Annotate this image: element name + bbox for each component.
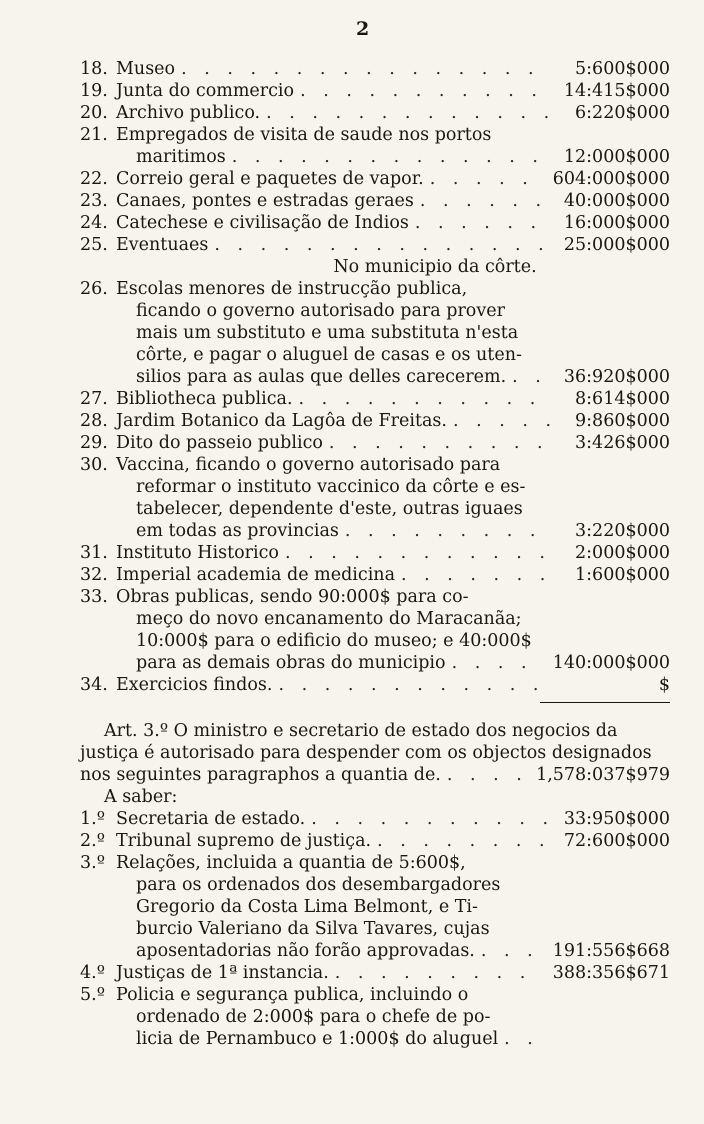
list-item <box>80 278 670 388</box>
item-amount: $ <box>658 675 670 695</box>
item-number: 28. <box>80 411 108 431</box>
item-text: côrte, e pagar o aluguel de casas e os uten- <box>136 345 522 365</box>
item-amount: 191:556$668 <box>552 941 670 961</box>
dot-leader <box>329 962 543 984</box>
list-item <box>80 674 670 696</box>
list-item <box>80 432 670 454</box>
item-number: 3.º <box>80 853 105 873</box>
item-line <box>80 852 670 874</box>
item-line <box>80 498 670 520</box>
item-number: 24. <box>80 213 108 233</box>
dot-leader <box>339 520 550 542</box>
item-number: 1.º <box>80 809 105 829</box>
item-amount: 16:000$000 <box>563 213 670 233</box>
list-item <box>80 168 670 190</box>
dot-leader <box>293 388 550 410</box>
total-rule <box>80 696 670 710</box>
list-item <box>80 454 670 542</box>
dot-leader <box>441 764 526 786</box>
item-text: Imperial academia de medicina <box>116 565 396 585</box>
dot-leader <box>208 234 550 256</box>
article-text: Art. 3.º O ministro e secretario de estado dos negocios da <box>104 721 618 741</box>
item-line <box>80 586 670 608</box>
dot-leader <box>475 940 543 962</box>
list-item <box>80 124 670 168</box>
item-text: Jardim Botanico da Lagôa de Freitas. <box>116 411 447 431</box>
article-text: justiça é autorisado para despender com os objectos designados <box>80 743 652 763</box>
item-line <box>80 984 670 1006</box>
item-amount: 3:220$000 <box>575 521 670 541</box>
item-line <box>80 102 670 124</box>
dot-leader <box>279 542 550 564</box>
dot-leader <box>447 410 550 432</box>
item-number: 4.º <box>80 963 105 983</box>
item-number: 2.º <box>80 831 105 851</box>
item-number: 25. <box>80 235 108 255</box>
list-item <box>80 410 670 432</box>
article-3 <box>80 720 670 808</box>
item-text: ordenado de 2:000$ para o chefe de po- <box>136 1007 491 1027</box>
item-text: Justiças de 1ª instancia. <box>116 963 329 983</box>
item-amount: 2:000$000 <box>575 543 670 563</box>
item-text: Eventuaes <box>116 235 209 255</box>
item-line <box>80 58 670 80</box>
item-text: Obras publicas, sendo 90:000$ para co- <box>116 587 469 607</box>
item-amount: 8:614$000 <box>575 389 670 409</box>
item-text: Junta do commercio <box>116 81 295 101</box>
dot-leader <box>323 432 550 454</box>
item-amount: 25:000$000 <box>563 235 670 255</box>
item-text: Secretaria de estado. <box>116 809 306 829</box>
list-item <box>80 80 670 102</box>
list-section-c <box>80 808 670 1050</box>
list-item <box>80 212 670 234</box>
item-amount: 33:950$000 <box>563 809 670 829</box>
item-text: Relações, incluida a quantia de 5:600$, <box>116 853 466 873</box>
item-amount: 14:415$000 <box>563 81 670 101</box>
item-text: Instituto Historico <box>116 543 279 563</box>
item-text: burcio Valeriano da Silva Tavares, cujas <box>136 919 490 939</box>
item-line <box>80 454 670 476</box>
item-text: Escolas menores de instrucção publica, <box>116 279 468 299</box>
item-number: 34. <box>80 675 108 695</box>
list-item <box>80 564 670 586</box>
item-line <box>80 80 670 102</box>
article-amount: 1,578:037$979 <box>536 765 670 785</box>
list-item <box>80 830 670 852</box>
item-line <box>80 168 670 190</box>
item-text: mais um substituto e uma substituta n'esta <box>136 323 519 343</box>
item-number: 30. <box>80 455 108 475</box>
item-text: tabelecer, dependente d'este, outras iguaes <box>136 499 523 519</box>
dot-leader <box>294 80 550 102</box>
item-amount: 6:220$000 <box>575 103 670 123</box>
dot-leader <box>506 366 550 388</box>
item-line <box>80 344 670 366</box>
item-number: 32. <box>80 565 108 585</box>
item-number: 31. <box>80 543 108 563</box>
item-line <box>80 940 670 962</box>
dot-leader <box>226 146 550 168</box>
item-number: 20. <box>80 103 108 123</box>
item-amount: 72:600$000 <box>563 831 670 851</box>
item-amount: 9:860$000 <box>575 411 670 431</box>
item-amount: 604:000$000 <box>552 169 670 189</box>
item-amount: 36:920$000 <box>563 367 670 387</box>
item-text: Exercicios findos. <box>116 675 273 695</box>
item-line <box>80 212 670 234</box>
item-amount: 12:000$000 <box>563 147 670 167</box>
item-line <box>80 962 670 984</box>
item-line <box>80 146 670 168</box>
dot-leader <box>498 1028 550 1050</box>
dot-leader <box>175 58 550 80</box>
item-text: meço do novo encanamento do Maracanãa; <box>136 609 522 629</box>
dot-leader <box>446 652 543 674</box>
item-line <box>80 476 670 498</box>
item-text: Canaes, pontes e estradas geraes <box>116 191 414 211</box>
item-amount: 140:000$000 <box>552 653 670 673</box>
dot-leader <box>414 190 550 212</box>
item-number: 21. <box>80 125 108 145</box>
item-number: 23. <box>80 191 108 211</box>
section-heading: No municipio da côrte. <box>333 257 537 277</box>
dot-leader <box>272 674 550 696</box>
item-number: 19. <box>80 81 108 101</box>
item-text: licia de Pernambuco e 1:000$ do aluguel <box>136 1029 499 1049</box>
dot-leader <box>395 564 550 586</box>
item-text: Dito do passeio publico <box>116 433 323 453</box>
item-text: Policia e segurança publica, incluindo o <box>116 985 469 1005</box>
article-line <box>80 720 670 742</box>
item-text: Archivo publico. <box>116 103 261 123</box>
item-line <box>80 278 670 300</box>
item-line <box>80 808 670 830</box>
item-line <box>80 652 670 674</box>
list-item <box>80 190 670 212</box>
item-line <box>80 388 670 410</box>
dot-leader <box>371 830 550 852</box>
page-number: 2 <box>356 18 370 40</box>
list-section-b <box>80 278 670 696</box>
dot-leader <box>260 102 550 124</box>
item-line <box>80 432 670 454</box>
item-amount: 5:600$000 <box>575 59 670 79</box>
document-body <box>80 58 670 1050</box>
item-text: reformar o instituto vaccinico da côrte e es- <box>136 477 526 497</box>
item-number: 27. <box>80 389 108 409</box>
list-item <box>80 852 670 962</box>
article-line <box>80 742 670 764</box>
item-line <box>80 300 670 322</box>
dot-leader <box>409 212 550 234</box>
item-number: 5.º <box>80 985 105 1005</box>
item-line <box>80 520 670 542</box>
item-line <box>80 542 670 564</box>
item-text: Bibliotheca publica. <box>116 389 293 409</box>
item-number: 33. <box>80 587 108 607</box>
article-line <box>80 764 670 786</box>
item-line <box>80 366 670 388</box>
item-line <box>80 190 670 212</box>
list-item <box>80 234 670 256</box>
item-line <box>80 564 670 586</box>
item-text: para as demais obras do municipio <box>136 653 446 673</box>
item-line <box>80 410 670 432</box>
a-saber-line <box>80 786 670 808</box>
item-amount: 40:000$000 <box>563 191 670 211</box>
item-text: para os ordenados dos desembargadores <box>136 875 501 895</box>
item-line <box>80 1028 670 1050</box>
item-number: 22. <box>80 169 108 189</box>
list-section-a <box>80 58 670 256</box>
list-item <box>80 102 670 124</box>
item-text: Tribunal supremo de justiça. <box>116 831 372 851</box>
item-line <box>80 630 670 652</box>
item-text: Catechese e civilisação de Indios <box>116 213 409 233</box>
item-text: Empregados de visita de saude nos portos <box>116 125 492 145</box>
item-amount: 3:426$000 <box>575 433 670 453</box>
item-text: Correio geral e paquetes de vapor. <box>116 169 424 189</box>
dot-leader <box>305 808 550 830</box>
item-line <box>80 234 670 256</box>
item-line <box>80 896 670 918</box>
item-number: 18. <box>80 59 108 79</box>
article-text: nos seguintes paragraphos a quantia de. <box>80 765 441 785</box>
item-line <box>80 322 670 344</box>
item-text: 10:000$ para o edificio do museo; e 40:000$ <box>136 631 532 651</box>
item-line <box>80 874 670 896</box>
item-amount: 1:600$000 <box>575 565 670 585</box>
dot-leader <box>424 168 543 190</box>
item-line <box>80 1006 670 1028</box>
item-line <box>80 674 670 696</box>
item-line <box>80 830 670 852</box>
list-item <box>80 808 670 830</box>
item-text: maritimos <box>136 147 226 167</box>
list-item <box>80 388 670 410</box>
item-line <box>80 124 670 146</box>
item-text: aposentadorias não forão approvadas. <box>136 941 475 961</box>
item-text: em todas as provincias <box>136 521 339 541</box>
item-number: 26. <box>80 279 108 299</box>
item-line <box>80 608 670 630</box>
list-item <box>80 58 670 80</box>
item-text: Gregorio da Costa Lima Belmont, e Ti- <box>136 897 478 917</box>
item-text: silios para as aulas que delles carecerem. <box>136 367 507 387</box>
item-number: 29. <box>80 433 108 453</box>
item-text: Vaccina, ficando o governo autorisado para <box>116 455 501 475</box>
list-item <box>80 542 670 564</box>
list-item <box>80 586 670 674</box>
item-line <box>80 918 670 940</box>
list-item <box>80 984 670 1050</box>
a-saber: A saber: <box>104 787 178 807</box>
item-text: Museo <box>116 59 176 79</box>
item-text: ficando o governo autorisado para prover <box>136 301 505 321</box>
list-item <box>80 962 670 984</box>
item-amount: 388:356$671 <box>552 963 670 983</box>
